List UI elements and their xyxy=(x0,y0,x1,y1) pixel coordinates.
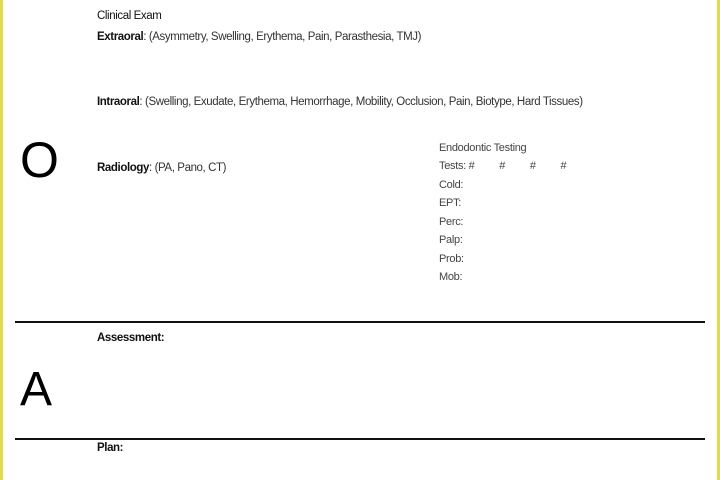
test-row-perc: Perc: xyxy=(439,216,464,228)
extraoral-details: : (Asymmetry, Swelling, Erythema, Pain, Parasthesia, TMJ) xyxy=(143,31,422,43)
plan-label-text: Plan: xyxy=(97,442,124,454)
test-row-mob: Mob: xyxy=(439,271,463,283)
extraoral-line xyxy=(97,31,421,43)
intraoral-label: Intraoral xyxy=(97,96,140,108)
radiology-label: Radiology xyxy=(97,162,149,174)
endodontic-testing-title: Endodontic Testing xyxy=(439,142,527,154)
section-divider-objective xyxy=(15,321,705,323)
tests-marker: # xyxy=(529,160,536,172)
radiology-line xyxy=(97,162,226,174)
assessment-letter: A xyxy=(20,363,53,416)
test-row-cold: Cold: xyxy=(439,179,464,191)
clinical-exam-title: Clinical Exam xyxy=(97,10,162,22)
tests-marker: # xyxy=(560,160,567,172)
objective-letter: O xyxy=(20,132,59,188)
section-divider-assessment xyxy=(15,438,705,440)
extraoral-label: Extraoral xyxy=(97,31,144,43)
intraoral-details: : (Swelling, Exudate, Erythema, Hemorrhage, Mobility, Occlusion, Pain, Biotype, Hard Tissues) xyxy=(139,96,583,108)
test-row-palp: Palp: xyxy=(439,234,463,246)
tests-label: Tests: # xyxy=(439,160,475,172)
plan-label xyxy=(97,442,123,454)
test-row-prob: Prob: xyxy=(439,253,464,265)
test-row-ept: EPT: xyxy=(439,197,462,209)
assessment-label xyxy=(97,332,164,344)
assessment-label-text: Assessment: xyxy=(97,332,165,344)
tests-marker: # xyxy=(499,160,506,172)
tests-row xyxy=(439,160,566,172)
radiology-details: : (PA, Pano, CT) xyxy=(149,162,227,174)
intraoral-line xyxy=(97,96,583,108)
